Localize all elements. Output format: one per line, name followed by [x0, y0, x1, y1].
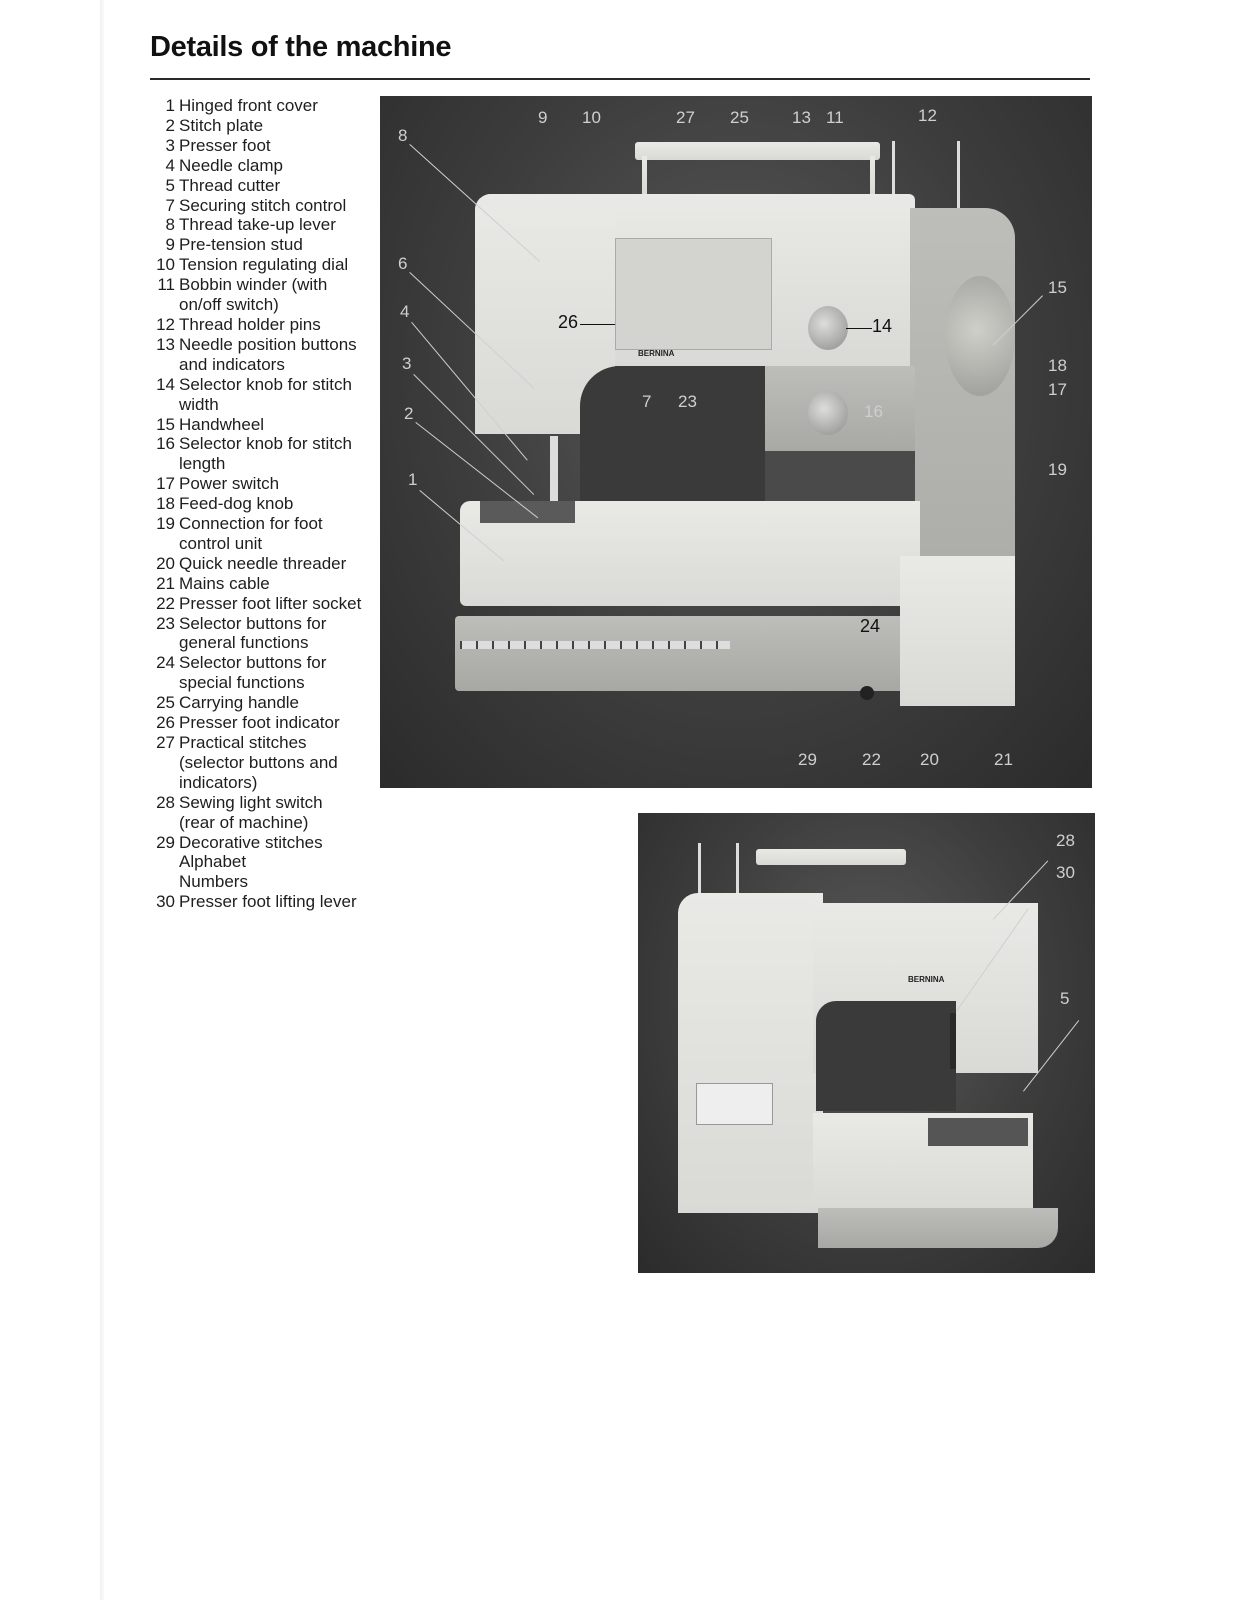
legend-line: Carrying handle [179, 693, 300, 713]
legend-text [179, 415, 380, 435]
legend-number: 27 [156, 733, 175, 752]
legend-item [150, 375, 380, 415]
legend-number: 16 [156, 434, 175, 454]
legend-text [179, 554, 380, 574]
legend-item [150, 653, 380, 693]
legend-number: 26 [156, 713, 175, 733]
legend-text [179, 693, 380, 713]
brand-label-rear: BERNINA [908, 975, 945, 984]
callout-28: 28 [1056, 831, 1075, 850]
legend-number: 30 [156, 892, 175, 912]
legend-line: Quick needle threader [179, 553, 347, 573]
legend-item [150, 494, 380, 514]
legend-item [150, 215, 380, 235]
callout-4: 4 [400, 302, 410, 321]
legend-number: 11 [157, 275, 175, 295]
legend-text [179, 574, 380, 594]
callout-26: 26 [558, 312, 579, 332]
callout-9: 9 [538, 108, 548, 127]
scan-margin-shadow [100, 0, 104, 1600]
callout-14: 14 [872, 316, 893, 336]
legend-item [150, 434, 380, 474]
legend-line: Bobbin winder (with [179, 275, 328, 295]
callout-8: 8 [398, 126, 408, 145]
legend-item [150, 156, 380, 176]
legend-line: (selector buttons and [179, 752, 338, 772]
legend-number: 2 [165, 115, 175, 135]
legend-number: 7 [165, 195, 175, 215]
legend-text [179, 176, 380, 196]
front-machine-photo [380, 96, 1092, 788]
legend-text [179, 713, 380, 733]
handwheel [945, 276, 1015, 396]
legend-item [150, 833, 380, 893]
callout-18: 18 [1048, 356, 1067, 375]
legend-number: 28 [156, 792, 175, 812]
callout-19: 19 [1048, 460, 1067, 479]
legend-item [150, 892, 380, 912]
callout-25: 25 [730, 108, 749, 127]
legend-line: Sewing light switch [179, 792, 323, 812]
legend-line: Selector knob for stitch [179, 374, 352, 394]
legend-line: Feed-dog knob [179, 494, 294, 514]
legend-number: 10 [156, 255, 175, 275]
legend-line: Presser foot lifter socket [179, 593, 362, 613]
legend-number: 29 [156, 832, 175, 852]
legend-line: Needle position buttons [179, 334, 357, 354]
legend-line: Presser foot indicator [179, 713, 340, 733]
rear-handle [756, 849, 906, 865]
callout-27: 27 [676, 108, 695, 127]
legend-line: special functions [179, 673, 305, 693]
practical-stitch-panel [615, 238, 772, 350]
legend-text [179, 255, 380, 275]
legend-item [150, 255, 380, 275]
legend-line: Pre-tension stud [179, 235, 303, 255]
legend-number: 12 [156, 314, 175, 334]
legend-line: (rear of machine) [179, 812, 309, 832]
legend-number: 25 [156, 693, 175, 713]
legend-text [179, 215, 380, 235]
legend-line: Tension regulating dial [179, 255, 349, 275]
legend-line: Connection for foot [179, 514, 323, 534]
legend-text [179, 375, 380, 415]
legend-text [179, 315, 380, 335]
legend-line: length [179, 454, 226, 474]
stitch-plate [480, 501, 575, 523]
callout-23: 23 [678, 392, 697, 411]
callout-12: 12 [918, 106, 937, 125]
callout-11: 11 [826, 108, 844, 127]
callout-7: 7 [642, 392, 652, 411]
legend-number: 19 [156, 514, 175, 534]
legend-line: Alphabet [179, 852, 247, 872]
legend-line: Thread cutter [179, 175, 281, 195]
rating-plate [696, 1083, 773, 1125]
legend-number: 3 [165, 135, 175, 155]
stitch-width-knob [808, 306, 848, 350]
presser-lever [950, 1013, 956, 1069]
legend-text [179, 614, 380, 654]
lifter-socket [860, 686, 874, 700]
legend-line: Selector knob for stitch [179, 434, 352, 454]
legend-line: on/off switch) [179, 295, 279, 315]
legend-text [179, 474, 380, 494]
legend-item [150, 554, 380, 574]
legend-line: Handwheel [179, 414, 265, 434]
legend-line: Securing stitch control [179, 195, 347, 215]
callout-21: 21 [994, 750, 1013, 769]
legend-item [150, 136, 380, 156]
legend-line: Presser foot [179, 135, 271, 155]
brand-label: BERNINA [638, 349, 675, 358]
legend-line: Thread holder pins [179, 314, 321, 334]
callout-13: 13 [792, 108, 811, 127]
legend-number: 9 [165, 235, 175, 255]
legend-item [150, 275, 380, 315]
legend-text [179, 335, 380, 375]
callout-3: 3 [402, 354, 412, 373]
callout-6: 6 [398, 254, 408, 273]
legend-line: indicators) [179, 772, 258, 792]
legend-number: 23 [156, 613, 175, 633]
legend-text [179, 96, 380, 116]
legend-text [179, 594, 380, 614]
legend-line: Decorative stitches [179, 832, 323, 852]
callout-22: 22 [862, 750, 881, 769]
legend-line: general functions [179, 633, 309, 653]
callout-29: 29 [798, 750, 817, 769]
legend-line: Selector buttons for [179, 613, 327, 633]
legend-line: and indicators [179, 354, 285, 374]
legend-number: 17 [156, 474, 175, 494]
callout-5: 5 [1060, 989, 1070, 1008]
legend-item [150, 96, 380, 116]
legend-item [150, 733, 380, 793]
legend-text [179, 235, 380, 255]
title-rule [150, 78, 1090, 80]
legend-number: 22 [156, 593, 175, 613]
legend-item [150, 315, 380, 335]
callout-16: 16 [864, 402, 883, 421]
legend-item [150, 116, 380, 136]
legend-item [150, 474, 380, 494]
parts-legend [150, 96, 380, 912]
callout-30: 30 [1056, 863, 1075, 882]
legend-line: Presser foot lifting lever [179, 892, 357, 912]
legend-line: Mains cable [179, 573, 270, 593]
legend-item [150, 415, 380, 435]
legend-number: 4 [165, 155, 175, 175]
legend-line: Power switch [179, 474, 280, 494]
legend-text [179, 275, 380, 315]
legend-number: 15 [156, 414, 175, 434]
stitch-length-knob [808, 391, 848, 435]
carrying-handle [635, 142, 880, 160]
legend-line: Practical stitches [179, 733, 307, 752]
ruler [460, 641, 730, 649]
legend-text [179, 494, 380, 514]
legend-number: 24 [156, 653, 175, 673]
legend-text [179, 793, 380, 833]
callout-20: 20 [920, 750, 939, 769]
legend-line: Selector buttons for [179, 653, 327, 673]
callout-10: 10 [582, 108, 601, 127]
legend-line: control unit [179, 533, 263, 553]
legend-number: 13 [156, 334, 175, 354]
legend-line: Stitch plate [179, 115, 264, 135]
legend-line: Needle clamp [179, 155, 283, 175]
callout-24: 24 [860, 616, 881, 636]
legend-item [150, 235, 380, 255]
legend-number: 8 [165, 215, 175, 235]
legend-item [150, 693, 380, 713]
legend-text [179, 116, 380, 136]
legend-text [179, 514, 380, 554]
legend-line: width [179, 394, 219, 414]
legend-number: 21 [156, 573, 175, 593]
rear-stitch-plate [928, 1118, 1028, 1146]
legend-text [179, 136, 380, 156]
legend-item [150, 713, 380, 733]
callout-17: 17 [1048, 380, 1067, 399]
legend-number: 18 [156, 494, 175, 514]
legend-text [179, 434, 380, 474]
legend-text [179, 833, 380, 893]
callout-1: 1 [408, 470, 418, 489]
legend-item [150, 514, 380, 554]
rear-machine-photo [638, 813, 1095, 1273]
legend-text [179, 892, 380, 912]
legend-item [150, 196, 380, 216]
legend-number: 14 [156, 374, 175, 394]
legend-item [150, 176, 380, 196]
legend-line: Numbers [179, 872, 248, 892]
rear-column [678, 893, 823, 1213]
legend-text [179, 196, 380, 216]
legend-line: Hinged front cover [179, 96, 318, 115]
legend-item [150, 614, 380, 654]
legend-text [179, 733, 380, 793]
legend-number: 5 [165, 175, 175, 195]
legend-item [150, 793, 380, 833]
legend-number: 1 [165, 96, 175, 115]
legend-item [150, 574, 380, 594]
callout-15: 15 [1048, 278, 1067, 297]
callout-2: 2 [404, 404, 414, 423]
legend-text [179, 653, 380, 693]
page-title: Details of the machine [150, 31, 452, 64]
legend-item [150, 335, 380, 375]
legend-number: 20 [156, 553, 175, 573]
legend-text [179, 156, 380, 176]
legend-item [150, 594, 380, 614]
legend-line: Thread take-up lever [179, 215, 336, 235]
